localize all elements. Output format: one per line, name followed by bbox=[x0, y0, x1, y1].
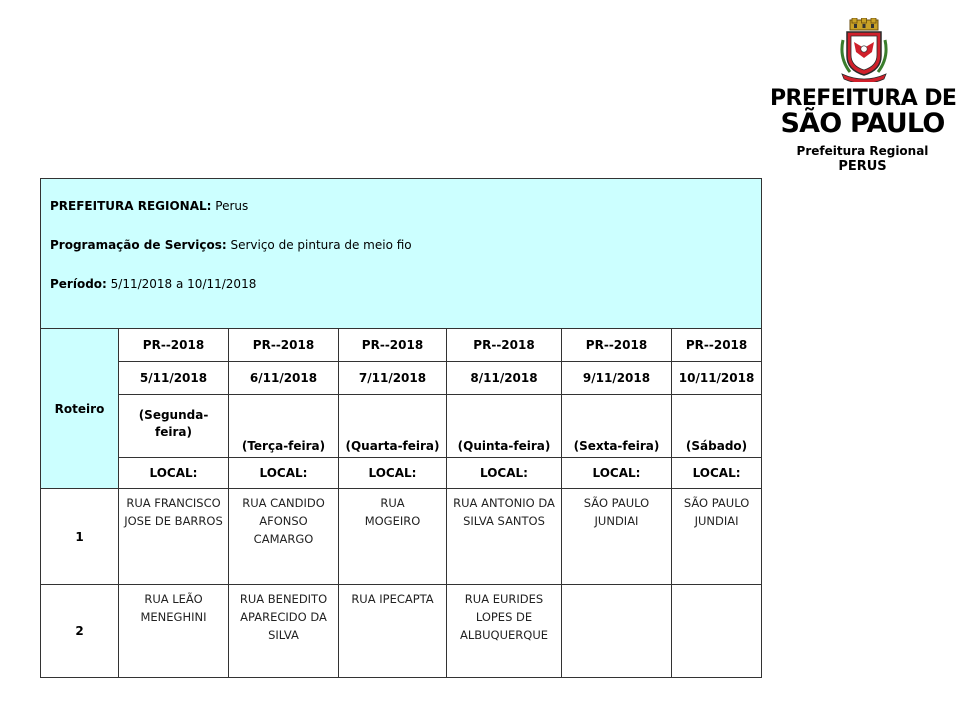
program-label: Programação de Serviços: bbox=[50, 238, 227, 252]
local-cell: LOCAL: bbox=[447, 458, 562, 489]
weekday-cell: (Sexta-feira) bbox=[562, 395, 672, 458]
route-number: 1 bbox=[41, 489, 119, 585]
table-row bbox=[41, 585, 762, 678]
table-row bbox=[41, 489, 762, 585]
date-cell: 10/11/2018 bbox=[672, 362, 762, 395]
location-cell: RUA ANTONIO DA SILVA SANTOS bbox=[447, 489, 562, 585]
pr-cell: PR--2018 bbox=[562, 329, 672, 362]
location-cell: RUA IPECAPTA bbox=[339, 585, 447, 678]
period-line bbox=[50, 275, 761, 293]
date-row bbox=[41, 362, 762, 395]
date-cell: 8/11/2018 bbox=[447, 362, 562, 395]
weekday-cell: (Terça-feira) bbox=[229, 395, 339, 458]
local-cell: LOCAL: bbox=[562, 458, 672, 489]
local-cell: LOCAL: bbox=[339, 458, 447, 489]
pr-cell: PR--2018 bbox=[119, 329, 229, 362]
period-label: Período: bbox=[50, 277, 107, 291]
pr-cell: PR--2018 bbox=[672, 329, 762, 362]
location-cell: RUA CANDIDO AFONSO CAMARGO bbox=[229, 489, 339, 585]
roteiro-label: Roteiro bbox=[41, 329, 119, 489]
coat-of-arms-icon bbox=[838, 18, 890, 82]
logo-text-perus: PERUS bbox=[838, 159, 887, 174]
pr-cell: PR--2018 bbox=[447, 329, 562, 362]
location-cell bbox=[672, 585, 762, 678]
regional-value: Perus bbox=[211, 199, 249, 213]
pr-row bbox=[41, 329, 762, 362]
date-cell: 5/11/2018 bbox=[119, 362, 229, 395]
regional-line bbox=[50, 197, 761, 215]
location-cell: RUA EURIDES LOPES DE ALBUQUERQUE bbox=[447, 585, 562, 678]
period-value: 5/11/2018 a 10/11/2018 bbox=[106, 277, 257, 291]
location-cell: SÃO PAULO JUNDIAI bbox=[672, 489, 762, 585]
logo-text-prefeitura-regional: Prefeitura Regional bbox=[796, 144, 929, 158]
local-row bbox=[41, 458, 762, 489]
local-cell: LOCAL: bbox=[672, 458, 762, 489]
weekday-cell: (Quarta-feira) bbox=[339, 395, 447, 458]
regional-label: PREFEITURA REGIONAL: bbox=[50, 199, 212, 213]
program-value: Serviço de pintura de meio fio bbox=[226, 238, 412, 252]
local-cell: LOCAL: bbox=[119, 458, 229, 489]
pr-cell: PR--2018 bbox=[229, 329, 339, 362]
date-cell: 9/11/2018 bbox=[562, 362, 672, 395]
location-cell: RUA FRANCISCO JOSE DE BARROS bbox=[119, 489, 229, 585]
date-cell: 7/11/2018 bbox=[339, 362, 447, 395]
logo-text-prefeitura-de: PREFEITURA DE bbox=[770, 86, 957, 111]
weekday-cell: (Sábado) bbox=[672, 395, 762, 458]
route-number: 2 bbox=[41, 585, 119, 678]
local-cell: LOCAL: bbox=[229, 458, 339, 489]
location-cell: RUA BENEDITO APARECIDO DA SILVA bbox=[229, 585, 339, 678]
weekday-cell: (Segunda-feira) bbox=[119, 395, 229, 458]
pr-cell: PR--2018 bbox=[339, 329, 447, 362]
program-info-cell bbox=[41, 179, 762, 329]
info-row bbox=[41, 179, 762, 329]
prefeitura-logo bbox=[770, 18, 955, 178]
program-line bbox=[50, 236, 761, 254]
date-cell: 6/11/2018 bbox=[229, 362, 339, 395]
location-cell: RUA MOGEIRO bbox=[339, 489, 447, 585]
schedule-table bbox=[40, 178, 762, 678]
logo-text-sao-paulo: SÃO PAULO bbox=[780, 108, 945, 139]
location-cell bbox=[562, 585, 672, 678]
weekday-cell: (Quinta-feira) bbox=[447, 395, 562, 458]
weekday-row bbox=[41, 395, 762, 458]
location-cell: SÃO PAULO JUNDIAI bbox=[562, 489, 672, 585]
location-cell: RUA LEÃO MENEGHINI bbox=[119, 585, 229, 678]
